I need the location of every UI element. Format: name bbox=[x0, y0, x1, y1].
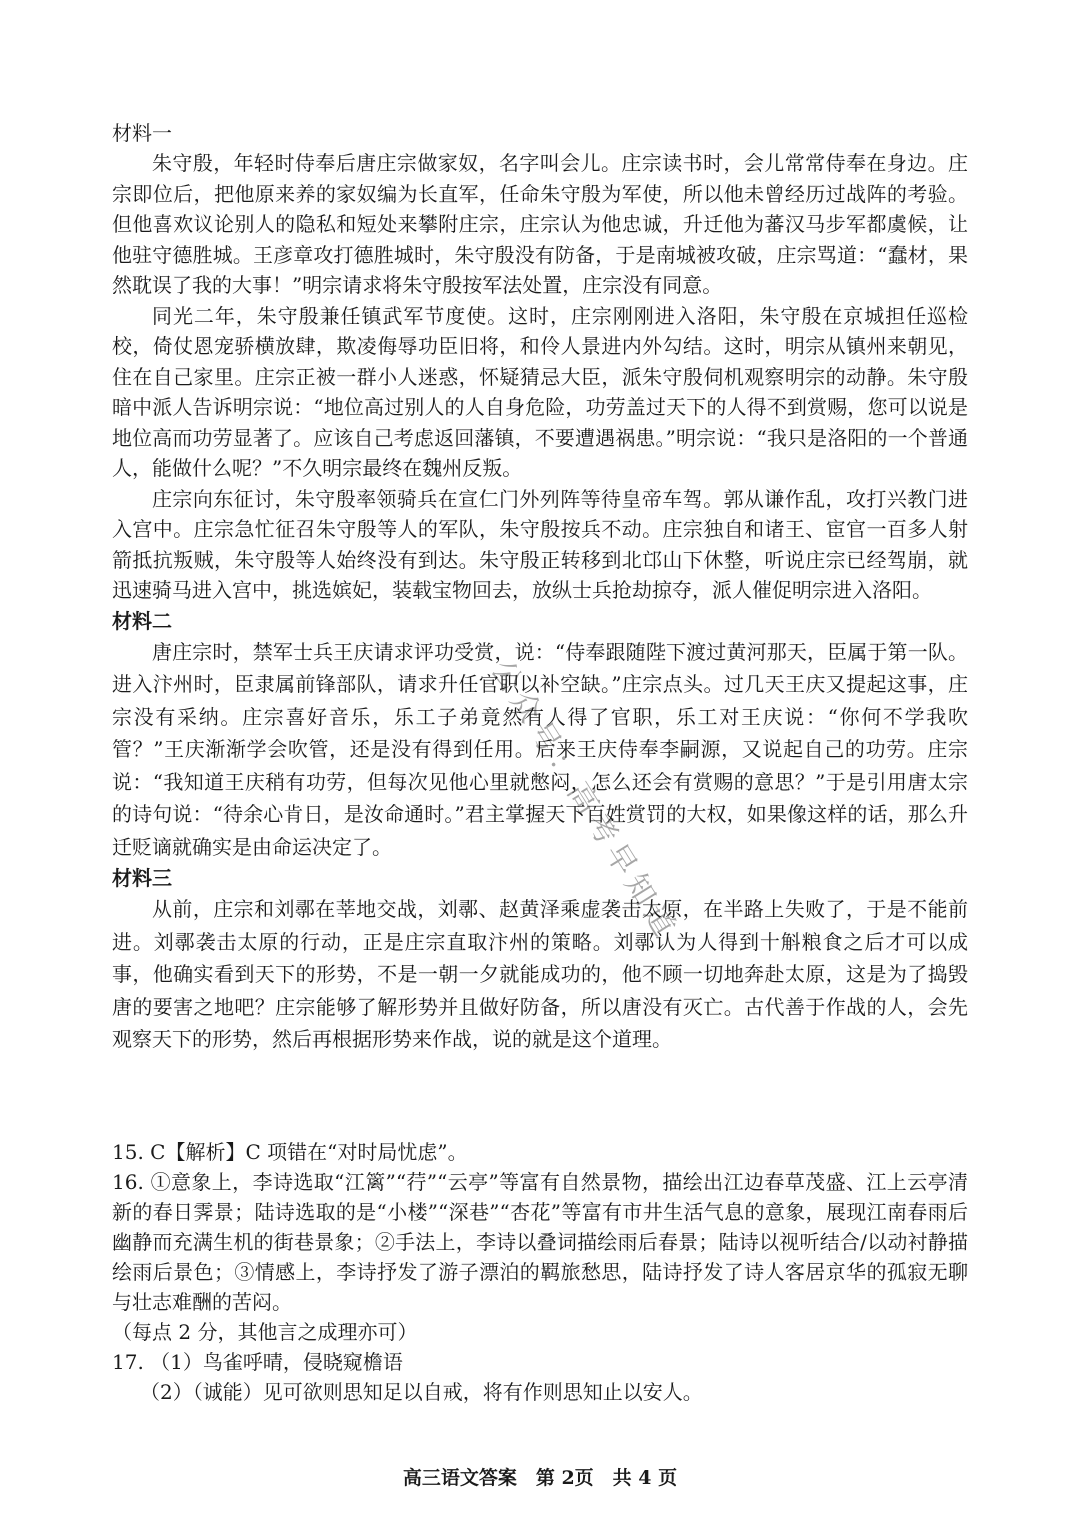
watermark-text: 公众号：高考早知道 bbox=[483, 654, 685, 948]
material-one-title: 材料一 bbox=[112, 121, 172, 145]
answer-section bbox=[112, 1137, 968, 1407]
material-one-paragraph-3: 庄宗向东征讨，朱守殷率领骑兵在宣仁门外列阵等待皇帝车驾。郭从谦作乱，攻打兴教门进入宫中。庄宗急忙征召朱守殷等人的军队，朱守殷按兵不动。庄宗独自和诸王、宦官一百多人射箭抵抗叛贼，朱守殷等人始终没有到达。朱守殷正转移到北邙山下休整，听说庄宗已经驾崩，就迅速骑马进入宫中，挑选嫔妃，装载宝物回去，放纵士兵抢劫掠夺，派人催促明宗进入洛阳。 bbox=[112, 486, 968, 602]
answer-15: 15. C【解析】C 项错在“对时局忧虑”。 bbox=[112, 1140, 468, 1164]
material-three bbox=[112, 863, 968, 1056]
material-three-paragraph-1: 从前，庄宗和刘鄩在莘地交战，刘鄩、赵黄泽乘虚袭击太原，在半路上失败了，于是不能前进。刘鄩袭击太原的行动，正是庄宗直取汴州的策略。刘鄩认为人得到十斛粮食之后才可以成事，他确实看到天下的形势，不是一朝一夕就能成功的，他不顾一切地奔赴太原，这是为了捣毁唐的要害之地吧？庄宗能够了解形势并且做好防备，所以唐没有灭亡。古代善于作战的人，会先观察天下的形势，然后再根据形势来作战，说的就是这个道理。 bbox=[112, 897, 968, 1051]
answer-17-part-2: （2）（诚能）见可欲则思知足以自戒，将有作则思知止以安人。 bbox=[140, 1380, 703, 1404]
material-three-title: 材料三 bbox=[112, 866, 172, 890]
answer-17-part-1: 17. （1）鸟雀呼晴，侵晓窥檐语 bbox=[112, 1350, 403, 1374]
page-content bbox=[112, 118, 968, 1056]
material-one bbox=[112, 118, 968, 606]
page-footer: 高三语文答案 第 2页 共 4 页 bbox=[402, 1467, 678, 1489]
answer-16: 16. ①意象上，李诗选取“江篱”“荇”“云亭”等富有自然景物，描绘出江边春草茂盛、江上云亭清新的春日霁景；陆诗选取的是“小楼”“深巷”“杏花”等富有市井生活气息的意象，展现江南春雨后幽静而充满生机的街巷景象；②手法上，李诗以叠词描绘雨后春景；陆诗以视听结合/以动衬静描绘雨后景色；③情感上，李诗抒发了游子漂泊的羁旅愁思，陆诗抒发了诗人客居京华的孤寂无聊与壮志难酬的苦闷。 bbox=[112, 1170, 968, 1314]
material-two-title: 材料二 bbox=[112, 608, 172, 633]
material-one-paragraph-2: 同光二年，朱守殷兼任镇武军节度使。这时，庄宗刚刚进入洛阳，朱守殷在京城担任巡检校，倚仗恩宠骄横放肆，欺凌侮辱功臣旧将，和伶人景进内外勾结。这时，明宗从镇州来朝见，住在自己家里。庄宗正被一群小人迷惑，怀疑猜忌大臣，派朱守殷伺机观察明宗的动静。朱守殷暗中派人告诉明宗说：“地位高过别人的人自身危险，功劳盖过天下的人得不到赏赐，您可以说是地位高而功劳显著了。应该自己考虑返回藩镇，不要遭遇祸患。”明宗说：“我只是洛阳的一个普通人，能做什么呢？”不久明宗最终在魏州反叛。 bbox=[112, 303, 968, 480]
material-one-paragraph-1: 朱守殷，年轻时侍奉后唐庄宗做家奴，名字叫会儿。庄宗读书时，会儿常常侍奉在身边。庄宗即位后，把他原来养的家奴编为长直军，任命朱守殷为军使，所以他未曾经历过战阵的考验。但他喜欢议论别人的隐私和短处来攀附庄宗，庄宗认为他忠诚，升迁他为蕃汉马步军都虞候，让他驻守德胜城。王彦章攻打德胜城时，朱守殷没有防备，于是南城被攻破，庄宗骂道：“蠢材，果然耽误了我的大事！”明宗请求将朱守殷按军法处置，庄宗没有同意。 bbox=[112, 151, 968, 297]
material-two-paragraph-1: 唐庄宗时，禁军士兵王庆请求评功受赏，说：“侍奉跟随陛下渡过黄河那天，臣属于第一队。进入汴州时，臣隶属前锋部队，请求升任官职以补空缺。”庄宗点头。过几天王庆又提起这事，庄宗没有采纳。庄宗喜好音乐，乐工子弟竟然有人得了官职，乐工对王庆说：“你何不学我吹管？”王庆渐渐学会吹管，还是没有得到任用。后来王庆侍奉李嗣源，又说起自己的功劳。庄宗说：“我知道王庆稍有功劳，但每次见他心里就憋闷，怎么还会有赏赐的意思？”于是引用唐太宗的诗句说：“待余心肯日，是汝命通时。”君主掌握天下百姓赏罚的大权，如果像这样的话，那么升迁贬谪就确实是由命运决定了。 bbox=[112, 639, 968, 859]
answer-16-note: （每点 2 分，其他言之成理亦可） bbox=[112, 1320, 418, 1344]
